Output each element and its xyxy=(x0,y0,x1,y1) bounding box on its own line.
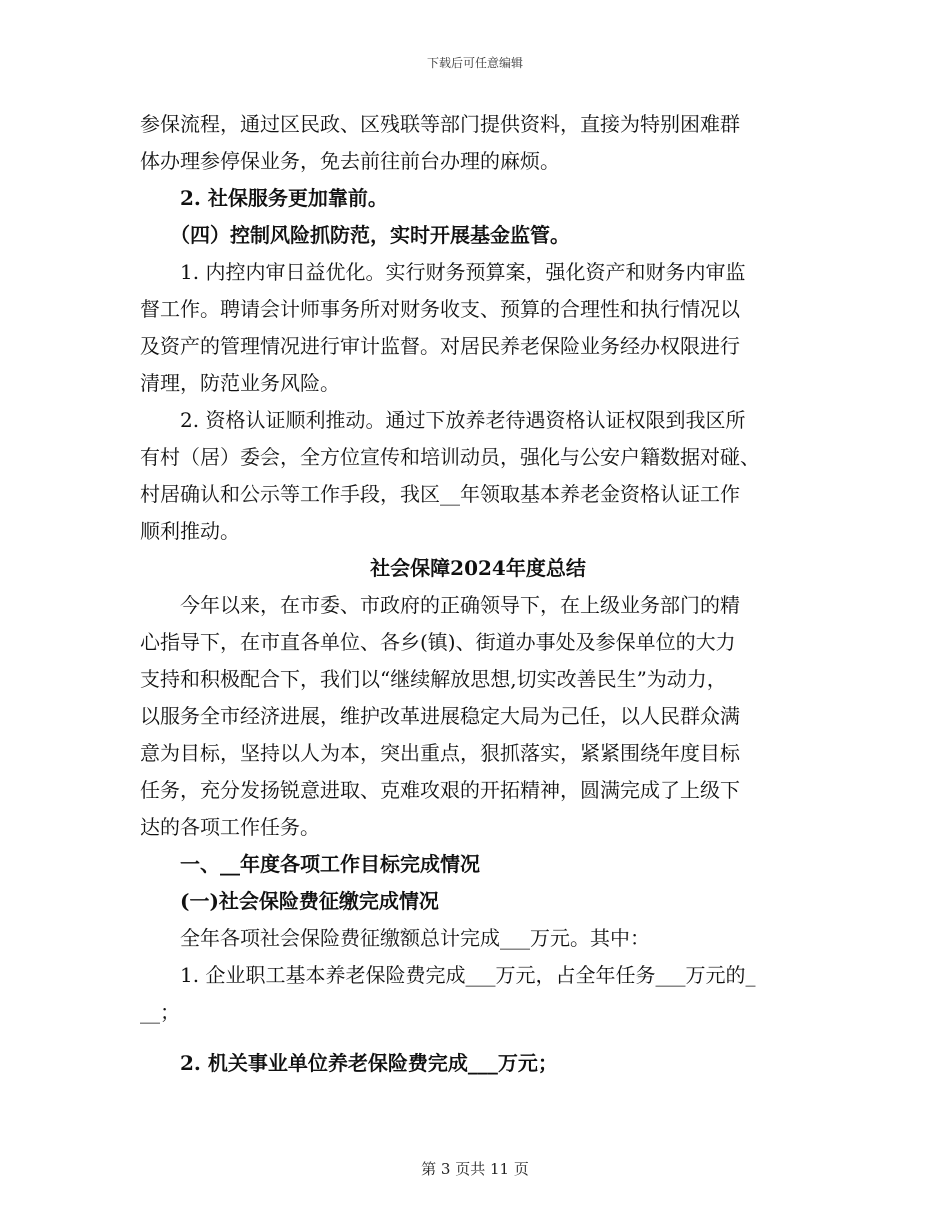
paragraph-line: 有村（居）委会，全方位宣传和培训动员，强化与公安户籍数据对碰、 xyxy=(140,445,760,469)
paragraph-line: 任务，充分发扬锐意进取、克难攻艰的开拓精神，圆满完成了上级下 xyxy=(140,778,740,802)
paragraph-line: 心指导下，在市直各单位、各乡(镇)、街道办事处及参保单位的大力 xyxy=(140,630,736,654)
page-footer: 第 3 页共 11 页 xyxy=(421,1160,529,1178)
paragraph-line: 达的各项工作任务。 xyxy=(140,815,320,839)
subheading: 2. 机关事业单位养老保险费完成___万元； xyxy=(180,1051,558,1075)
paragraph-line: 全年各项社会保险费征缴额总计完成___万元。其中： xyxy=(180,926,650,950)
paragraph-line: 意为目标，坚持以人为本，突出重点，狠抓落实，紧紧围绕年度目标 xyxy=(140,741,740,765)
subheading: 2. 社保服务更加靠前。 xyxy=(180,186,388,210)
paragraph-line: 1. 内控内审日益优化。实行财务预算案，强化资产和财务内审监 xyxy=(180,260,746,284)
paragraph-line: 以服务全市经济进展，维护改革进展稳定大局为己任，以人民群众满 xyxy=(140,704,740,728)
paragraph-line: 参保流程，通过区民政、区残联等部门提供资料，直接为特别困难群 xyxy=(140,112,740,136)
document-title: 社会保障2024年度总结 xyxy=(370,556,586,580)
paragraph-line: 顺利推动。 xyxy=(140,519,240,543)
section-heading: （四）控制风险抓防范，实时开展基金监管。 xyxy=(170,223,570,247)
paragraph-line: 支持和积极配合下，我们以“继续解放思想,切实改善民生”为动力， xyxy=(140,667,727,691)
paragraph-line: 体办理参停保业务，免去前往前台办理的麻烦。 xyxy=(140,149,560,173)
paragraph-line: 1. 企业职工基本养老保险费完成___万元，占全年任务___万元的_ xyxy=(180,963,756,987)
paragraph-line: 2. 资格认证顺利推动。通过下放养老待遇资格认证权限到我区所 xyxy=(180,408,746,432)
paragraph-line: 督工作。聘请会计师事务所对财务收支、预算的合理性和执行情况以 xyxy=(140,297,740,321)
paragraph-line: 及资产的管理情况进行审计监督。对居民养老保险业务经办权限进行 xyxy=(140,334,740,358)
page-header: 下载后可任意编辑 xyxy=(426,56,523,70)
section-heading: 一、__年度各项工作目标完成情况 xyxy=(180,852,480,876)
subsection-heading: (一)社会保险费征缴完成情况 xyxy=(180,889,439,913)
paragraph-line: 村居确认和公示等工作手段，我区__年领取基本养老金资格认证工作 xyxy=(140,482,740,506)
paragraph-line: __； xyxy=(140,1000,180,1024)
paragraph-line: 今年以来，在市委、市政府的正确领导下，在上级业务部门的精 xyxy=(180,593,740,617)
document-body xyxy=(140,106,816,1082)
paragraph-line: 清理，防范业务风险。 xyxy=(140,371,340,395)
